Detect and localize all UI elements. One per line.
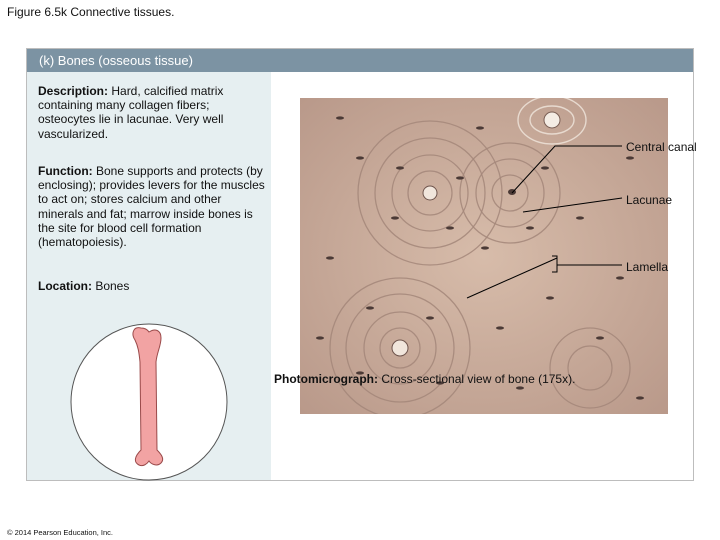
caption-label: Photomicrograph:: [274, 372, 378, 386]
central-canal-top-right: [544, 112, 560, 128]
function-label: Function:: [38, 164, 93, 178]
copyright: © 2014 Pearson Education, Inc.: [7, 528, 114, 537]
label-central-canal: Central canal: [626, 140, 697, 154]
caption-text: Cross-sectional view of bone (175x).: [378, 372, 576, 386]
bone-illustration: [69, 322, 229, 482]
label-lacunae: Lacunae: [626, 193, 673, 207]
function-paragraph: [38, 164, 266, 249]
figure-panel: [26, 48, 694, 481]
label-lamella: Lamella: [626, 260, 669, 274]
figure-title: Figure 6.5k Connective tissues.: [7, 5, 175, 19]
central-canal-lower: [392, 340, 408, 356]
photo-caption: [274, 372, 575, 386]
description-paragraph: [38, 84, 266, 141]
function-text: Bone supports and protects (by enclosing); provides levers for the muscles to act on; stores calcium and other minerals and fat; marrow inside bones is the site for blood cell formation (hematopoiesis).: [38, 164, 265, 250]
location-label: Location:: [38, 279, 92, 293]
description-column: [27, 72, 271, 480]
panel-header: (k) Bones (osseous tissue): [27, 49, 693, 72]
location-text: Bones: [92, 279, 130, 293]
location-paragraph: [38, 279, 266, 293]
bone-photomicrograph: [300, 98, 668, 414]
central-canal-upper: [423, 186, 437, 200]
description-label: Description:: [38, 84, 109, 98]
description-text: Hard, calcified matrix containing many collagen fibers; osteocytes lie in lacunae. Very well vascularized.: [38, 84, 224, 141]
